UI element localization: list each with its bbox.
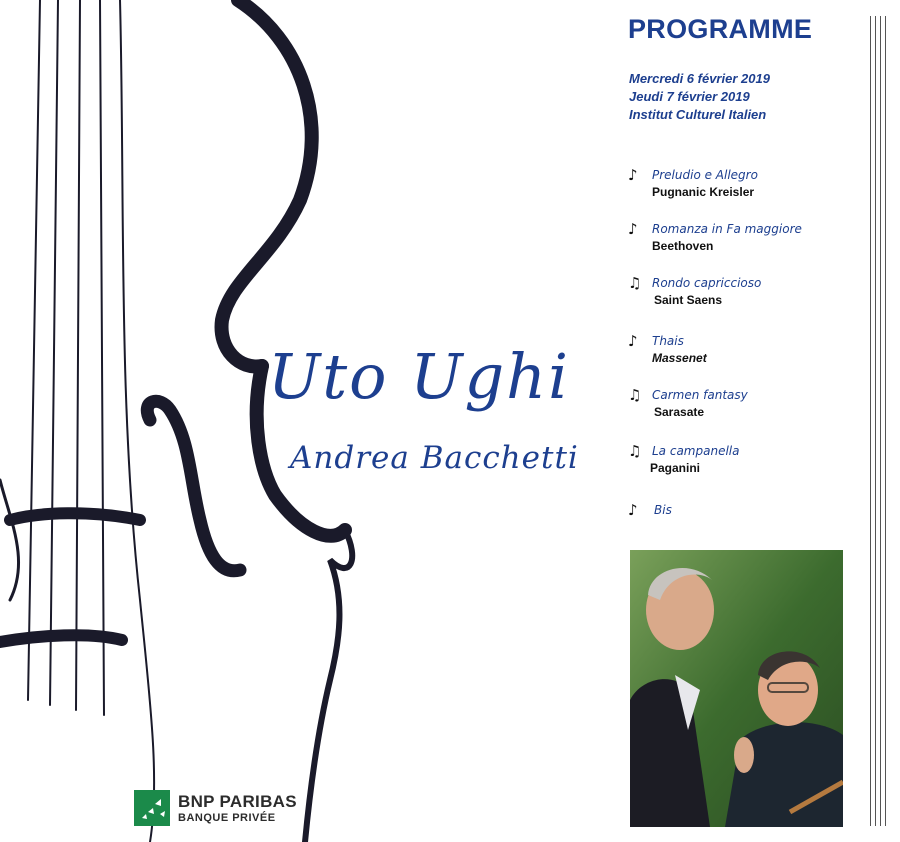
- music-note-icon: ♫: [628, 442, 642, 460]
- music-note-icon: ♪: [628, 332, 638, 350]
- piece-title: Thais: [652, 334, 684, 348]
- staff-line: [880, 16, 881, 826]
- music-note-icon: ♫: [628, 386, 642, 404]
- primary-artist-name: Uto Ughi: [268, 340, 570, 413]
- piece-title: Bis: [654, 503, 672, 517]
- programme-dates: [629, 70, 770, 124]
- date-line: Jeudi 7 février 2019: [629, 89, 750, 104]
- staff-line: [870, 16, 871, 826]
- piece-title: Romanza in Fa maggiore: [652, 222, 802, 236]
- piece-composer: Saint Saens: [654, 293, 723, 307]
- date-line: Mercredi 6 février 2019: [629, 71, 770, 86]
- music-note-icon: ♪: [628, 166, 638, 184]
- music-note-icon: ♪: [628, 220, 638, 238]
- programme-title: PROGRAMME: [628, 14, 813, 44]
- music-note-icon: ♪: [628, 501, 638, 519]
- sponsor-name: BNP PARIBAS: [178, 791, 297, 811]
- piece-title: La campanella: [652, 444, 740, 458]
- piece-title: Carmen fantasy: [652, 388, 748, 402]
- staff-line: [885, 16, 886, 826]
- piece-composer: Sarasate: [654, 405, 705, 419]
- music-note-icon: ♫: [628, 274, 642, 292]
- piece-composer: Massenet: [652, 351, 707, 365]
- piece-composer: Pugnanic Kreisler: [652, 185, 755, 199]
- venue-line: Institut Culturel Italien: [629, 107, 767, 122]
- bnp-stars-icon: [134, 790, 170, 826]
- piece-title: Preludio e Allegro: [652, 168, 758, 182]
- piece-title: Rondo capriccioso: [652, 276, 762, 290]
- sponsor-subtitle: BANQUE PRIVÉE: [178, 811, 276, 824]
- piece-composer: Beethoven: [652, 239, 714, 253]
- sponsor-logo: [134, 790, 297, 826]
- staff-line: [875, 16, 876, 826]
- secondary-artist-name: Andrea Bacchetti: [290, 440, 579, 476]
- performers-photo: [630, 550, 843, 827]
- piece-composer: Paganini: [650, 461, 701, 475]
